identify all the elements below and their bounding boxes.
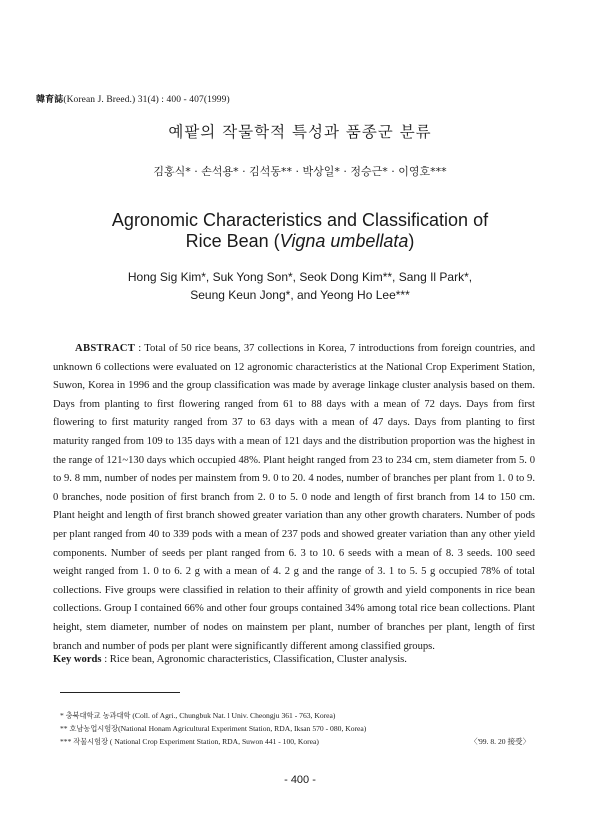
footnote-kr: 작물시험장 [73,737,109,746]
received-date: 〈'99. 8. 20 接受〉 [470,737,531,746]
footnote-affiliation-1 [60,710,335,721]
journal-citation [36,92,230,105]
abstract-text: : Total of 50 rice beans, 37 collections in Korea, 7 introductions from foreign countries, and unknown 6 collections were evaluated on 12 agronomic characteristics at the National Crop Experiment Station, Suwon, Korea in 1996 and the group classification was made by average linkage cluster analysis based on them. Days from planting to first flowering ranged from 61 to 88 days with a mean of 72 days. Days from first flowering to first maturity ranged from 37 to 63 days with a mean of 47 days. Days from planting to first maturity ranged from 109 to 135 days with a mean of 121 days and the distribution proportion was the highest in the range of 121~130 days which occupied 48%. Plant height ranged from 23 to 234 cm, stem diameter from 5. 0 to 9. 8 mm, number of nodes per mainstem from 9. 0 to 20. 4 nodes, number of branches per plant from 1. 0 to 9. 0 branches, node position of first branch from 2. 0 to 5. 0 node and length of first branch from 14 to 150 cm. Plant height and length of first branch showed greater variation than any other growth charaters. Number of pods per plant ranged from 40 to 339 pods with a mean of 237 pods and showed greater variation than any other yield components. Number of seeds per plant ranged from 6. 3 to 10. 6 seeds with a mean of 8. 3 seeds. 100 seed weight ranged from 1. 0 to 6. 2 g with a mean of 4. 2 g and the range of 3. 1 to 5. 5 g occupied 78% of total collections. Five groups were classified in relation to their affinity of growth and yield components in rice bean collections. Group I contained 66% and other four groups contained 34% among total rice bean collections. Plant height, stem diameter, number of nodes on mainstem per plant, number of branches per plant, length of first branch and number of pods per plant were significantly different among classified groups. [53,343,536,652]
keywords [53,652,535,668]
page-number: - 400 - [284,774,316,786]
korean-authors: 김홍식* · 손석용* · 김석동** · 박상일* · 정승근* · 이영호*** [153,165,447,178]
journal-name-kr: 韓育誌 [36,95,64,105]
footnote-mark: ** [60,724,68,733]
english-authors [0,268,600,304]
journal-citation-text: (Korean J. Breed.) 31(4) : 400 - 407(1999) [63,95,230,105]
footnote-en: (National Honam Agricultural Experiment Station, RDA, Iksan 570 - 080, Korea) [118,724,367,733]
footnote-affiliation-2 [60,723,366,734]
english-authors-line-1: Hong Sig Kim*, Suk Yong Son*, Seok Dong Kim**, Sang Il Park*, [127,270,473,284]
species-name: Vigna umbellata [279,231,409,251]
footnote-mark: *** [60,737,72,746]
korean-title: 예팥의 작물학적 특성과 품종군 분류 [168,123,432,141]
english-authors-line-2: Seung Keun Jong*, and Yeong Ho Lee*** [190,288,410,302]
english-title-suffix: ) [408,231,415,251]
english-title-line-1: Agronomic Characteristics and Classification of [111,210,489,230]
footnote-mark: * [60,711,64,720]
keywords-text: : Rice bean, Agronomic characteristics, Classification, Cluster analysis. [104,654,407,665]
footnote-kr: 호남농업시험장 [69,724,119,733]
footnote-affiliation-3 [60,736,319,747]
footnote-en: (Coll. of Agri., Chungbuk Nat. l Univ. Cheongju 361 - 763, Korea) [132,711,336,720]
english-title [0,210,600,252]
abstract [53,340,535,656]
english-title-prefix: Rice Bean ( [185,231,280,251]
footnote-en: ( National Crop Experiment Station, RDA, Suwon 441 - 100, Korea) [109,737,319,746]
footnote-kr: 충북대학교 농과대학 [65,711,131,720]
keywords-label: Key words [53,654,102,665]
english-title-line-2 [0,231,600,252]
footnote-divider [60,692,180,693]
abstract-label: ABSTRACT [75,343,136,354]
